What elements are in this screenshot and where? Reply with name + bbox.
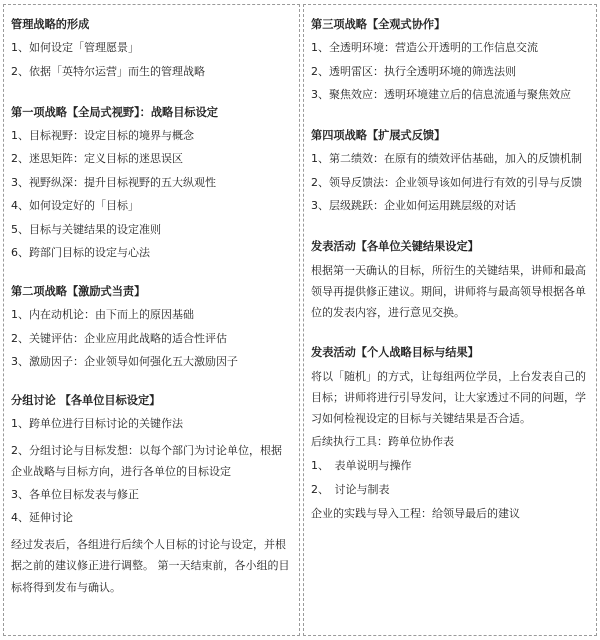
- list-item: 2、领导反馈法：企业领导该如何进行有效的引导与反馈: [311, 175, 582, 189]
- tool-item: 1、 表单说明与操作: [311, 459, 412, 472]
- tool-item: 2、 讨论与制表: [311, 483, 390, 496]
- list-item: 4、如何设定好的「目标」: [11, 199, 139, 212]
- list-item: 1、目标视野：设定目标的境界与概念: [11, 128, 194, 142]
- list-item: 4、延伸讨论: [11, 511, 73, 525]
- list-item: 1、跨单位进行目标讨论的关键作法: [11, 417, 183, 430]
- list-item: 2、关键评估：企业应用此战略的适合性评估: [11, 331, 227, 345]
- section-strategy-4: [311, 128, 589, 213]
- tool-label: 后续执行工具：跨单位协作表: [311, 435, 454, 448]
- section-heading: 第一项战略【全局式视野】：战略目标设定: [11, 105, 218, 119]
- list-item: 1、第二绩效：在原有的绩效评估基础，加入的反馈机制: [311, 152, 582, 165]
- left-column: [3, 4, 300, 636]
- activity-paragraph: 将以「随机」的方式，让每组两位学员，上台发表自己的目标；讲师将进行引导发问，让大家透过不同的问题，学习如何检视设定的目标与关键结果是否合适。: [311, 370, 586, 425]
- section-heading: 管理战略的形成: [11, 18, 90, 31]
- section-activity-personal-goals: [311, 345, 589, 521]
- section-strategy-2: [11, 284, 292, 369]
- section-heading: 第三项战略【全观式协作】: [311, 18, 446, 31]
- section-strategy-1: [11, 105, 292, 261]
- list-item: 6、跨部门目标的设定与心法: [11, 246, 150, 259]
- list-item-paragraph: 2、分组讨论与目标发想：以每个部门为讨论单位，根据企业战略与目标方向，进行各单位的目标设定: [11, 443, 282, 479]
- list-item: 5、目标与关键结果的设定准则: [11, 222, 161, 236]
- list-item: 3、各单位目标发表与修正: [11, 487, 139, 501]
- list-item: 1、如何设定「管理愿景」: [11, 41, 139, 54]
- list-item: 2、迷思矩阵：定义目标的迷思误区: [11, 152, 183, 165]
- summary-paragraph: 经过发表后，各组进行后续个人目标的讨论与设定，并根据之前的建议修正进行调整。 第一天结束前，各小组的目标将得到发布与确认。: [11, 537, 290, 594]
- list-item: 3、视野纵深：提升目标视野的五大纵观性: [11, 175, 216, 189]
- list-item: 3、聚焦效应：透明环境建立后的信息流通与聚焦效应: [311, 88, 571, 101]
- section-heading: 发表活动【各单位关键结果设定】: [311, 240, 479, 253]
- section-heading: 第二项战略【激励式当责】: [11, 285, 146, 298]
- closing-line: 企业的实践与导入工程：给领导最后的建议: [311, 507, 520, 520]
- section-heading: 发表活动【个人战略目标与结果】: [311, 346, 479, 359]
- section-activity-key-results: [311, 239, 589, 323]
- section-heading: 分组讨论 【各单位目标设定】: [11, 394, 161, 407]
- list-item: 2、透明雷区：执行全透明环境的筛选法则: [311, 64, 516, 78]
- section-heading: 第四项战略【扩展式反馈】: [311, 129, 446, 142]
- section-strategy-formation: [11, 17, 292, 79]
- list-item: 2、依据「英特尔运营」而生的管理战略: [11, 64, 205, 78]
- list-item: 3、激励因子：企业领导如何强化五大激励因子: [11, 355, 238, 368]
- section-group-discussion: [11, 393, 292, 598]
- activity-paragraph: 根据第一天确认的目标，所衍生的关键结果，讲师和最高领导再提供修正建议。期间，讲师将与最高领导根据各单位的发表内容，进行意见交换。: [311, 264, 586, 319]
- list-item: 1、内在动机论：由下而上的原因基础: [11, 308, 194, 321]
- section-strategy-3: [311, 17, 589, 102]
- list-item: 3、层级跳跃：企业如何运用跳层级的对话: [311, 199, 516, 212]
- list-item: 1、全透明环境：营造公开透明的工作信息交流: [311, 41, 538, 54]
- right-column: [303, 4, 597, 636]
